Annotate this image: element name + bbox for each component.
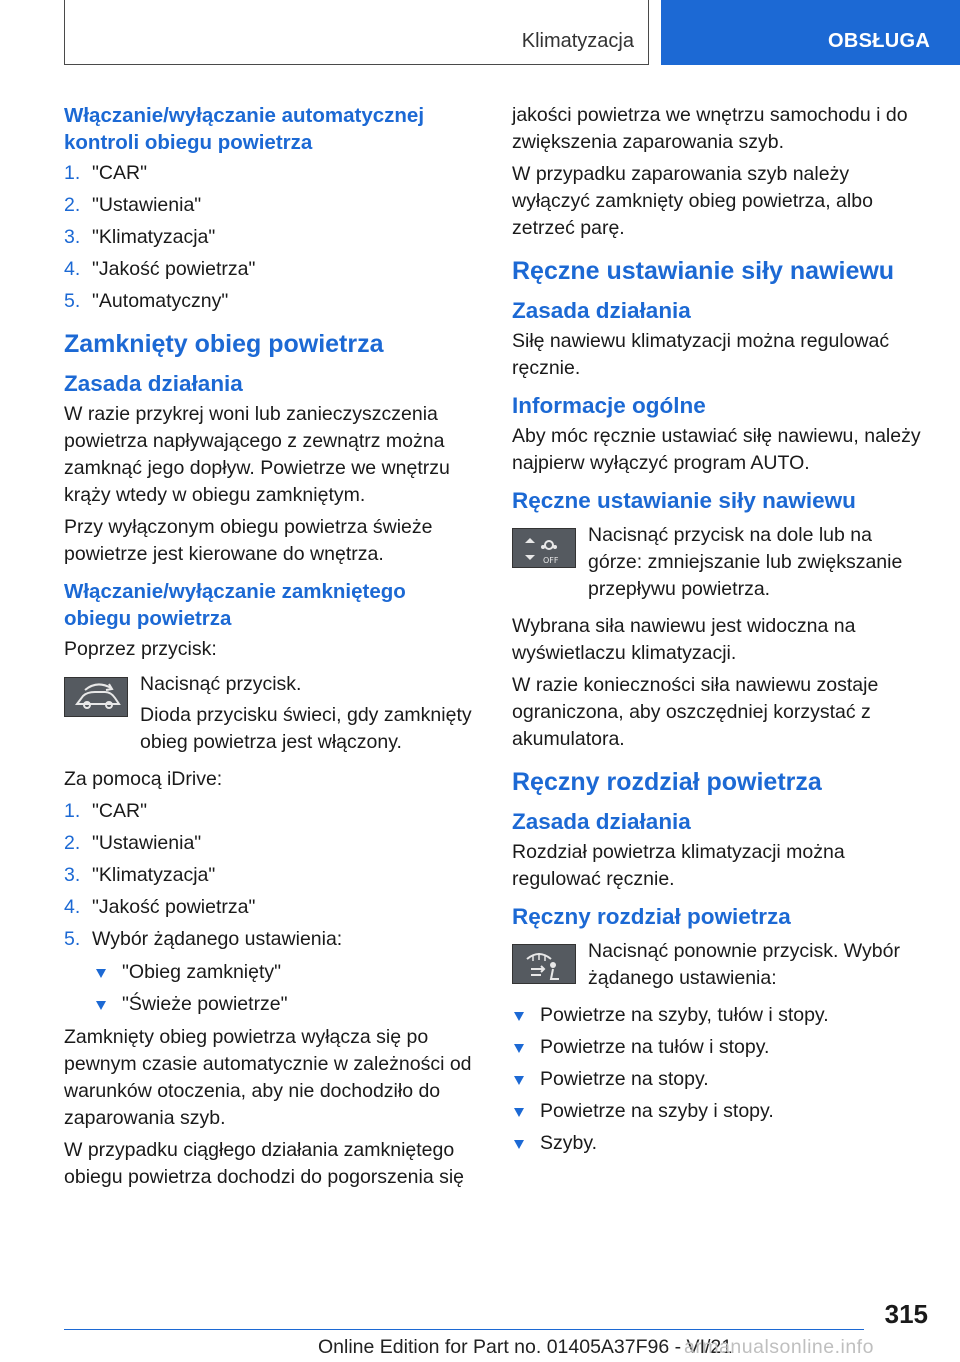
fan-button-instruction: Nacisnąć przycisk na dole lub na górze: zmniejszanie lub zwiększanie przepływu powietrza. [588, 524, 903, 600]
list-text: Szyby. [540, 1132, 598, 1154]
heading-manual-fan-sub: Ręczne ustawianie siły nawiewu [512, 488, 856, 513]
distribution-button-block [512, 938, 928, 992]
steps-list-idrive [64, 798, 478, 953]
paragraph: Wybrana siła nawiewu jest widoczna na wyświetlaczu klimatyzacji. [512, 615, 856, 664]
heading-manual-fan: Ręczne ustawianie siły nawiewu [512, 257, 895, 285]
list-text: Powietrze na stopy. [540, 1068, 709, 1090]
list-number: 1. [64, 162, 81, 184]
list-item [512, 1066, 928, 1093]
heading-manual-distribution: Ręczny rozdział powietrza [512, 768, 822, 796]
list-item [512, 1130, 928, 1157]
list-text: "Jakość powietrza" [92, 258, 256, 280]
button-instruction: Nacisnąć przycisk. [140, 673, 302, 695]
list-text: "Obieg zamknięty" [122, 961, 282, 983]
paragraph: Poprzez przycisk: [64, 638, 217, 660]
footer-edition: Online Edition for Part no. 01405A37F96 - VI/21 [318, 1336, 733, 1358]
button-instruction [140, 702, 478, 756]
list-item [64, 256, 478, 283]
list-text: Wybór żądanego ustawienia: [92, 928, 343, 950]
triangle-bullet-icon [514, 1076, 524, 1085]
list-number: 2. [64, 194, 81, 216]
list-text: "Klimatyzacja" [92, 864, 216, 886]
list-text: "CAR" [92, 162, 148, 184]
fan-button-block [512, 522, 928, 603]
list-item [94, 991, 478, 1018]
distribution-options-list [512, 1002, 928, 1157]
paragraph: W razie przykrej woni lub zanieczyszczenia powietrza napływającego z zewnątrz można zamknąć jego dopływ. Powietrze we wnętrzu krąży wtedy w obiegu zamkniętym. [64, 403, 450, 506]
list-number: 4. [64, 258, 81, 280]
list-item [94, 959, 478, 986]
list-text: "Ustawienia" [92, 194, 202, 216]
list-item [64, 160, 478, 187]
paragraph: Zamknięty obieg powietrza wyłącza się po pewnym czasie automatycznie w zależności od warunków otoczenia, aby nie dochodziło do zaparowania szyb. [64, 1026, 472, 1129]
list-text: "Automatyczny" [92, 290, 229, 312]
heading-manual-distribution-sub: Ręczny rozdział powietrza [512, 904, 791, 929]
list-number: 3. [64, 864, 81, 886]
list-text: Powietrze na szyby i stopy. [540, 1100, 774, 1122]
steps-list-auto [64, 160, 478, 315]
paragraph: Aby móc ręcznie ustawiać siłę nawiewu, należy najpierw wyłączyć program AUTO. [512, 425, 921, 474]
distribution-button-instruction: Nacisnąć ponownie przycisk. Wybór żądanego ustawienia: [588, 940, 900, 989]
triangle-bullet-icon [96, 969, 106, 978]
list-item [512, 1002, 928, 1029]
triangle-bullet-icon [514, 1140, 524, 1149]
list-text: "Świeże powietrze" [122, 993, 288, 1015]
heading-toggle-closed-circulation: Włączanie/wyłączanie zamkniętego obiegu powietrza [64, 580, 406, 630]
list-item [64, 830, 478, 857]
heading-general-info: Informacje ogólne [512, 393, 706, 418]
heading-principle: Zasada działania [512, 298, 691, 323]
left-column [64, 102, 478, 1196]
list-text: "Klimatyzacja" [92, 226, 216, 248]
paragraph: W razie konieczności siła nawiewu zostaje ograniczona, aby oszczędniej korzystać z akumulatora. [512, 674, 879, 750]
svg-text:OFF: OFF [543, 556, 559, 565]
paragraph: Siłę nawiewu klimatyzacji można regulować ręcznie. [512, 330, 890, 379]
triangle-bullet-icon [96, 1001, 106, 1010]
list-number: 1. [64, 800, 81, 822]
footer-divider [64, 1329, 864, 1330]
list-number: 4. [64, 896, 81, 918]
recirculation-button-block [64, 671, 478, 756]
list-number: 5. [64, 928, 81, 950]
list-item [64, 862, 478, 889]
paragraph: W przypadku ciągłego działania zamkniętego obiegu powietrza dochodzi do pogorszenia się [64, 1139, 465, 1188]
paragraph: W przypadku zaparowania szyb należy wyłączyć zamknięty obieg powietrza, albo zetrzeć parę. [512, 163, 873, 239]
list-item [512, 1098, 928, 1125]
triangle-bullet-icon [514, 1108, 524, 1117]
list-item [64, 288, 478, 315]
heading-auto-air-control: Włączanie/wyłączanie automatycznej kontroli obiegu powietrza [64, 104, 425, 154]
list-number: 5. [64, 290, 81, 312]
watermark: armanualsonline.info [684, 1336, 874, 1358]
header-box [64, 0, 649, 65]
list-item [64, 798, 478, 825]
list-item [64, 192, 478, 219]
air-distribution-button-icon [512, 944, 576, 984]
setting-options-list [64, 959, 478, 1018]
list-text: Powietrze na szyby, tułów i stopy. [540, 1004, 829, 1026]
paragraph: Rozdział powietrza klimatyzacji można regulować ręcznie. [512, 841, 845, 890]
list-number: 3. [64, 226, 81, 248]
page-number: 315 [884, 1299, 928, 1329]
header-section-tab [661, 0, 960, 65]
list-number: 2. [64, 832, 81, 854]
list-text: "Jakość powietrza" [92, 896, 256, 918]
fan-off-button-icon [512, 528, 576, 568]
triangle-bullet-icon [514, 1012, 524, 1021]
recirculation-button-icon [64, 677, 128, 717]
right-column [512, 102, 928, 1163]
heading-principle: Zasada działania [512, 809, 691, 834]
triangle-bullet-icon [514, 1044, 524, 1053]
list-text: "Ustawienia" [92, 832, 202, 854]
list-text: "CAR" [92, 800, 148, 822]
paragraph: Przy wyłączonym obiegu powietrza świeże powietrze jest kierowane do wnętrza. [64, 516, 433, 565]
heading-principle: Zasada działania [64, 371, 243, 396]
header-section-label: OBSŁUGA [828, 30, 931, 52]
list-text: Powietrze na tułów i stopy. [540, 1036, 770, 1058]
paragraph: Za pomocą iDrive: [64, 768, 223, 790]
list-item [64, 224, 478, 251]
button-led-note: Dioda przycisku świeci, gdy zamknięty obieg powietrza jest włączony. [140, 704, 472, 753]
paragraph: jakości powietrza we wnętrzu samochodu i do zwiększenia zaparowania szyb. [512, 104, 908, 153]
list-item [512, 1034, 928, 1061]
list-item [64, 894, 478, 921]
heading-closed-circulation: Zamknięty obieg powietrza [64, 330, 384, 358]
header-title: Klimatyzacja [521, 30, 634, 52]
list-item [64, 926, 478, 953]
